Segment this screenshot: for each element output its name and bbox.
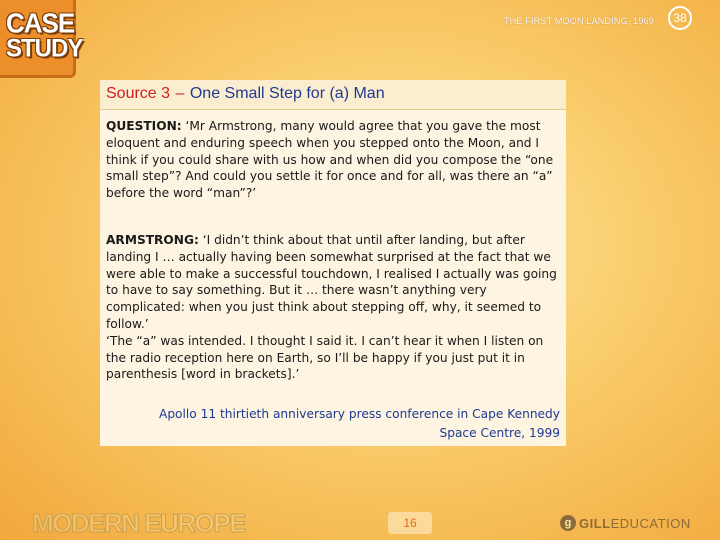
answer-text-2: ‘The “a” was intended. I thought I said it. I can’t hear it when I listen on the radio reception here on Earth, so I’ll be happy if you just put it in parenthesis [word in brackets].’: [106, 333, 544, 382]
citation: [104, 405, 560, 443]
answer-text-1: ‘I didn’t think about that until after landing, but after landing I … actually having been somewhat surprised at the fact that we were able to make a successful touchdown, I realised I actually was going to have to say something. But it … there wasn’t anything very complicated: when you just think about stepping off, why, it seemed to follow.’: [106, 233, 557, 331]
question-paragraph: [106, 118, 562, 202]
badge-line-study: STUDY: [6, 34, 83, 63]
gill-g-icon: g: [560, 515, 576, 531]
source-title-bar: [100, 80, 566, 110]
modern-europe-logo: MODERN EUROPE: [32, 508, 246, 538]
header-title: THE FIRST MOON LANDING, 1969: [504, 16, 654, 26]
question-label: QUESTION:: [106, 119, 182, 133]
badge-line-case: CASE: [6, 7, 75, 39]
gill-text-bold: GILL: [579, 515, 611, 531]
source-label: Source 3: [106, 85, 171, 102]
answer-paragraph: [106, 232, 562, 383]
answer-label: ARMSTRONG:: [106, 233, 199, 247]
source-card: [100, 110, 566, 446]
gill-education-logo: [560, 514, 691, 532]
question-text: ‘Mr Armstrong, many would agree that you gave the most eloquent and enduring speech when you stepped onto the Moon, and I think if you could share with us how and when did you compose the “one small step”? And could you settle it for once and for all, was there an “a” before the word “man”?’: [106, 119, 554, 201]
source-title: [106, 85, 385, 103]
citation-line-2: Space Centre, 1999: [439, 426, 560, 440]
footer-page-number: 16: [388, 512, 432, 534]
title-dash: –: [175, 85, 185, 102]
case-study-badge: [0, 0, 83, 78]
gill-text: [579, 516, 691, 531]
gill-text-rest: EDUCATION: [610, 515, 691, 531]
source-topic: One Small Step for (a) Man: [189, 85, 385, 102]
page-number-circle: 38: [668, 6, 692, 30]
citation-line-1: Apollo 11 thirtieth anniversary press conference in Cape Kennedy: [158, 407, 560, 421]
